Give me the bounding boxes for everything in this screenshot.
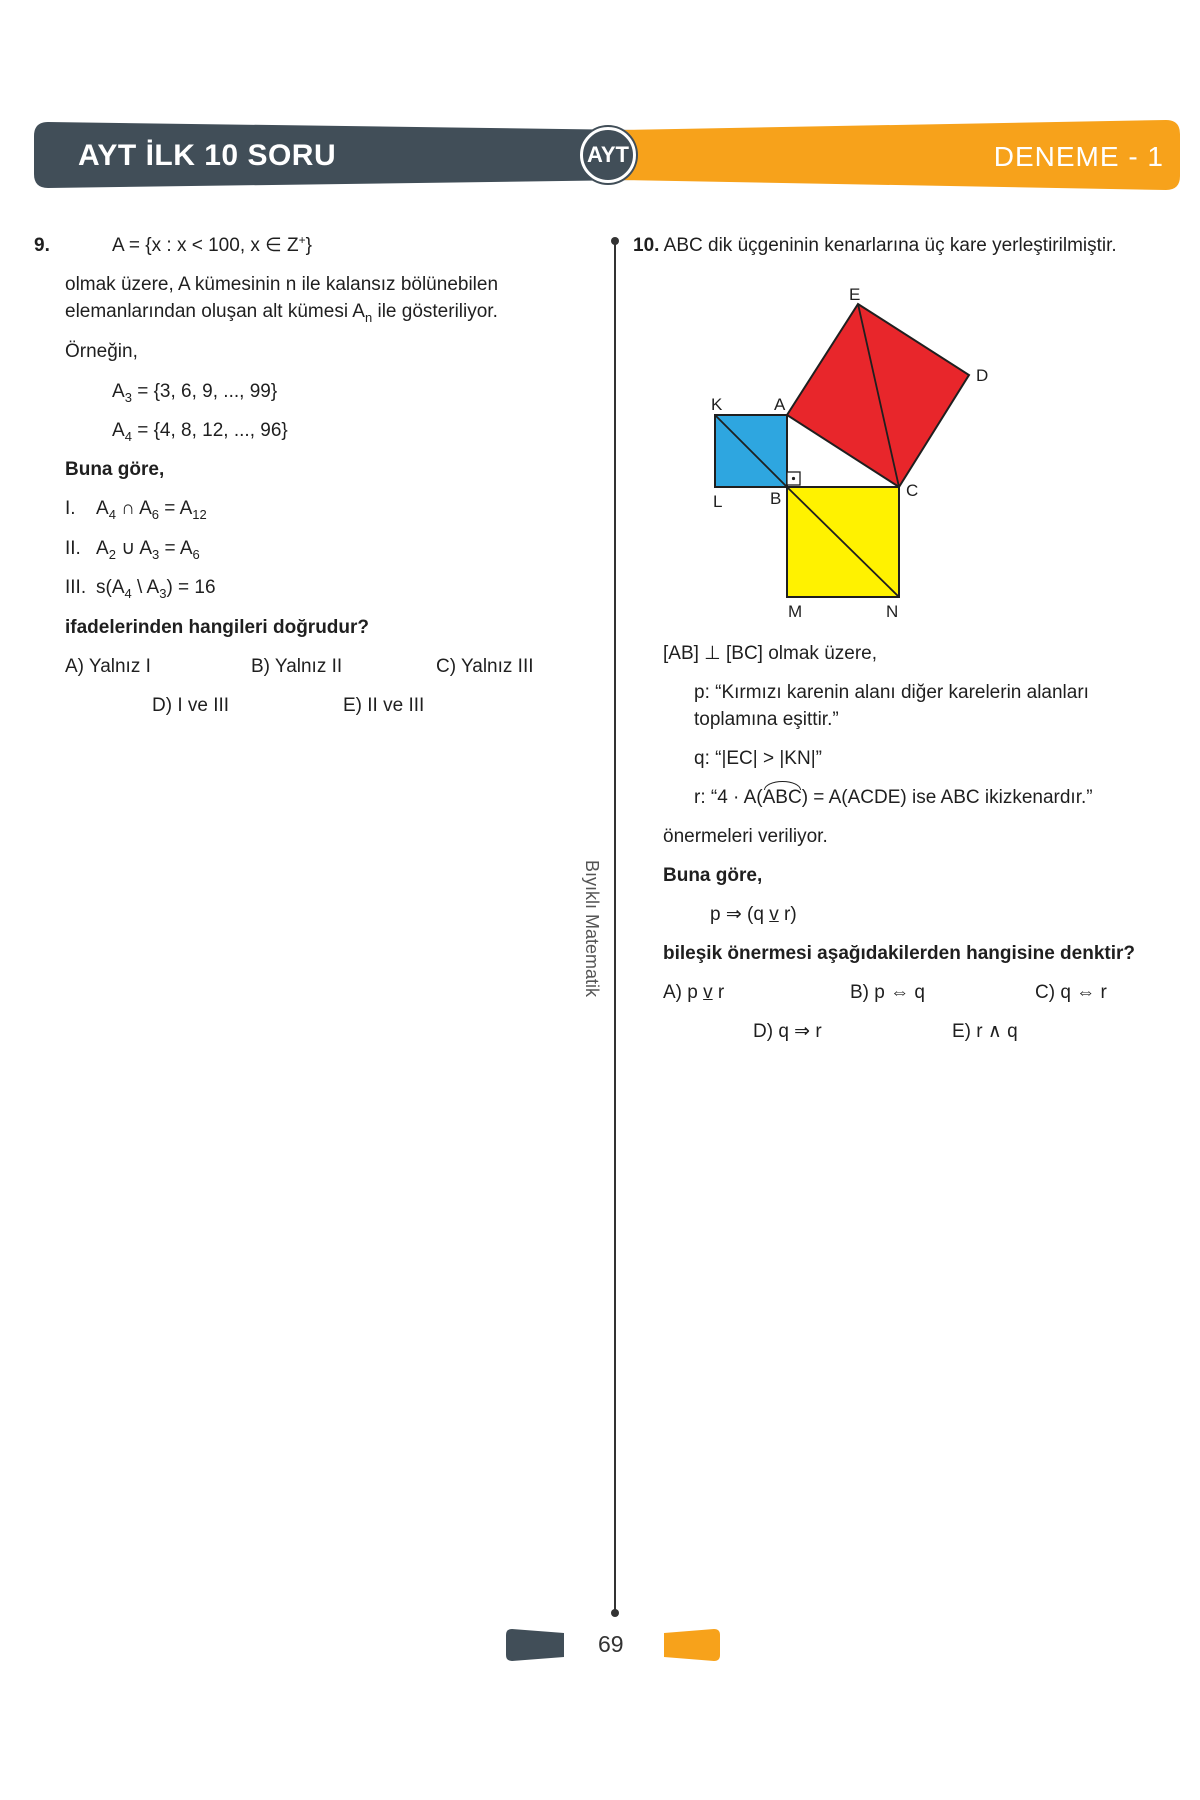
divider-dot-top [611, 237, 619, 245]
side-brand-text: Bıyıklı Matematik [582, 860, 602, 998]
right-angle-marker [787, 472, 800, 485]
q10-option-b[interactable]: B) p ⇔ q [850, 982, 925, 1003]
q9-example-1: $A_3 = \{3$, 6, 9, ..., 99} [112, 381, 278, 405]
q10-option-a[interactable]: A) p v r [663, 982, 725, 1003]
label-B: B [770, 489, 782, 508]
q10-intro: 10. ABC dik üçgeninin kenarlarına üç kare yerleştirilmiştir. [633, 235, 1117, 256]
q10-formula: p ⇒ (q v r) [710, 904, 797, 925]
q10-statement-r: r: “4 · A(ABC) = A(ACDE) ise ABC ikizkenardır.” [694, 786, 1093, 811]
q9-ornegin: Örneğin, [65, 341, 138, 362]
label-C: C [906, 481, 919, 500]
q9-statement-2: II. $A_2$ ∪ $A_3 = A_6$ [65, 538, 200, 562]
q9-statement-3: III. $s(A_4$ \ $A_3) = 16$ [65, 577, 216, 601]
arc-symbol: ABC [763, 786, 802, 811]
q9-option-b[interactable]: B) Yalnız II [251, 656, 343, 677]
label-L: L [713, 492, 723, 511]
q9-option-e[interactable]: E) II ve III [343, 695, 425, 716]
footer-left-tab [506, 1629, 564, 1661]
q10-statement-p-2: toplamına eşittir.” [694, 709, 839, 730]
pythagorean-squares-figure [700, 280, 1000, 620]
q10-condition: [AB] ⊥ [BC] olmak üzere, [663, 643, 878, 664]
yellow-square [787, 487, 899, 597]
label-D: D [976, 366, 989, 385]
label-N: N [886, 602, 899, 620]
header-section: DENEME - 1 [993, 141, 1164, 172]
column-divider [614, 241, 616, 1615]
page-number: 69 [598, 1631, 624, 1657]
label-M: M [788, 602, 803, 620]
q10-option-d[interactable]: D) q ⇒ r [753, 1021, 822, 1042]
red-square [787, 304, 969, 487]
question-9-number: 9. [34, 235, 50, 256]
q10-given: önermeleri veriliyor. [663, 826, 828, 847]
q10-statement-q: q: “|EC| > |KN|” [694, 748, 822, 769]
ayt-badge: AYT [580, 127, 636, 183]
q10-buna-gore: Buna göre, [663, 865, 763, 886]
q9-line-1: olmak üzere, A kümesinin n ile kalansız bölünebilen [65, 274, 499, 295]
q9-set-definition: A = {x : x < 100, x ∈ Z+} [112, 233, 312, 256]
q9-statement-1: I. $A_4$ ∩ $A_6 = A_{12}$ [65, 498, 207, 522]
label-E: E [849, 285, 861, 304]
q9-option-c[interactable]: C) Yalnız III [436, 656, 534, 677]
label-A: A [774, 395, 786, 414]
q10-option-e[interactable]: E) r ∧ q [952, 1021, 1018, 1042]
q10-option-c[interactable]: C) q ⇔ r [1035, 982, 1107, 1003]
q9-option-d[interactable]: D) I ve III [152, 695, 230, 716]
footer-right-tab [664, 1629, 720, 1661]
label-K: K [711, 395, 723, 414]
q10-question: bileşik önermesi aşağıdakilerden hangisine denktir? [663, 943, 1135, 964]
q10-statement-p-1: p: “Kırmızı karenin alanı diğer karelerin alanları [694, 682, 1089, 703]
divider-dot-bottom [611, 1609, 619, 1617]
header-title: AYT İLK 10 SORU [78, 139, 337, 172]
q9-question: ifadelerinden hangileri doğrudur? [65, 617, 370, 638]
q9-example-2: $A_4 = \{4$, 8, 12, ..., 96} [112, 420, 288, 444]
q9-line-2: elemanlarından oluşan alt kümesi $A_n$ ile gösteriliyor. [65, 301, 498, 325]
q9-option-a[interactable]: A) Yalnız I [65, 656, 151, 677]
blue-square [715, 415, 787, 487]
q9-buna-gore: Buna göre, [65, 459, 165, 480]
